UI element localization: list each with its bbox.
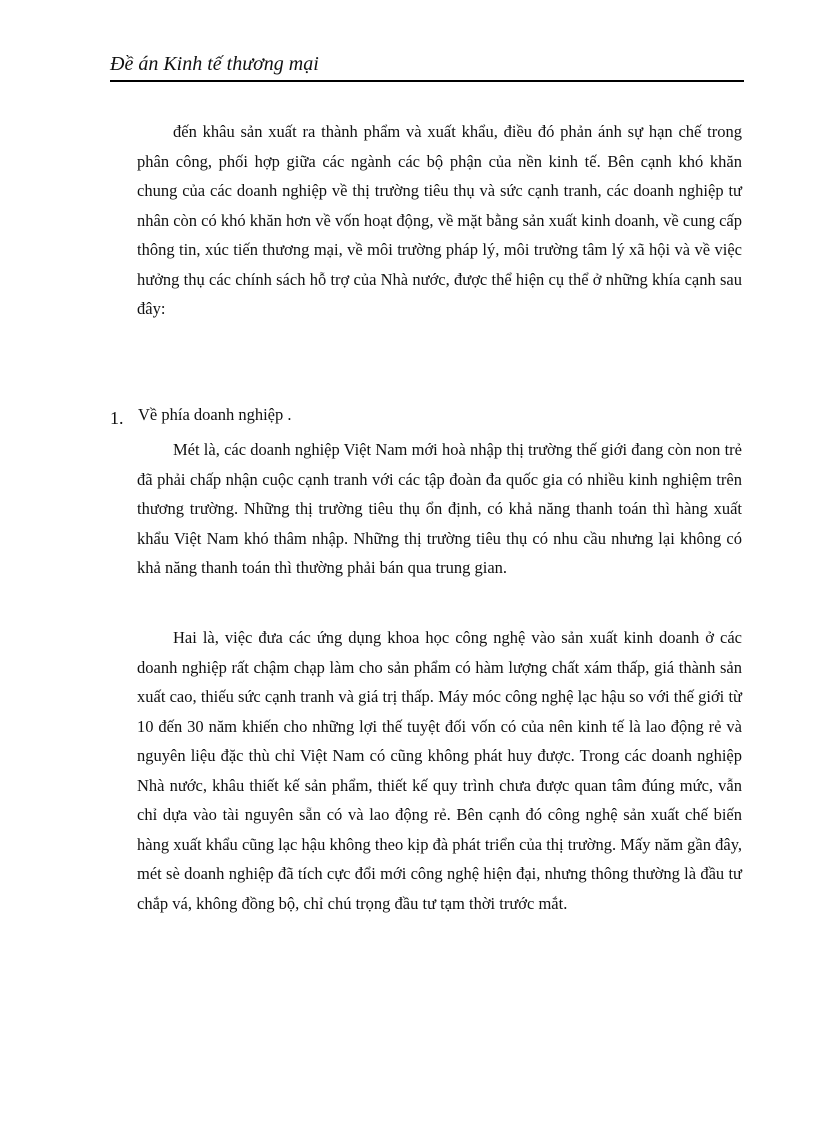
section-number: 1. (110, 408, 124, 428)
paragraph-second-point: Hai là, việc đưa các ứng dụng khoa học công nghệ vào sản xuất kinh doanh ở các doanh nghiệp rất chậm chạp làm cho sản phẩm có hàm lượng chất xám thấp, giá thành sản xuất cao, thiếu sức cạnh tranh và giá trị thấp. Máy móc công nghệ lạc hậu so với thế giới từ 10 đến 30 năm khiến cho những lợi thế tuyệt đối vốn có của nên kinh tế là lao động rẻ và nguyên liệu đặc thù chỉ Việt Nam có cũng không phát huy được. Trong các doanh nghiệp Nhà nước, khâu thiết kế sản phẩm, thiết kế quy trình chưa được quan tâm đúng mức, vẫn chỉ dựa vào tài nguyên sẵn có và lao động rẻ. Bên cạnh đó công nghệ sản xuất chế biến hàng xuất khẩu cũng lạc hậu không theo kịp đà phát triển của thị trường. Mấy năm gần đây, mét sè doanh nghiệp đã tích cực đổi mới công nghệ hiện đại, nhưng thông thường là đầu tư chắp vá, không đồng bộ, chỉ chú trọng đầu tư tạm thời trước mắt. (137, 628, 742, 913)
paragraph-intro: đến khâu sản xuất ra thành phẩm và xuất khẩu, điều đó phản ánh sự hạn chế trong phân công, phối hợp giữa các ngành các bộ phận của nền kinh tế. Bên cạnh khó khăn chung của các doanh nghiệp về thị trường tiêu thụ và sức cạnh tranh, các doanh nghiệp tư nhân còn có khó khăn hơn về vốn hoạt động, về mặt bằng sản xuất kinh doanh, về cung cấp thông tin, xúc tiến thương mại, về môi trường pháp lý, môi trường tâm lý xã hội và về việc hưởng thụ các chính sách hỗ trợ của Nhà nước, được thể hiện cụ thể ở những khía cạnh sau đây: (137, 122, 742, 318)
document-title: Đề án Kinh tế thương mại (110, 53, 319, 75)
section-title: Về phía doanh nghiệp . (138, 405, 292, 424)
paragraph-second-point-block (137, 623, 742, 918)
page-header (110, 48, 744, 82)
paragraph-first-point-block (137, 435, 742, 583)
paragraph-intro-block (137, 117, 742, 324)
section-heading (110, 400, 750, 430)
paragraph-first-point: Mét là, các doanh nghiệp Việt Nam mới hoà nhập thị trường thế giới đang còn non trẻ đã phải chấp nhận cuộc cạnh tranh với các tập đoàn đa quốc gia có nhiều kinh nghiệm trên thương trường. Những thị trường tiêu thụ ổn định, có khả năng thanh toán thì hàng xuất khẩu Việt Nam khó thâm nhập. Những thị trường tiêu thụ có nhu cầu nhưng lại không có khả năng thanh toán thì thường phải bán qua trung gian. (137, 440, 742, 577)
